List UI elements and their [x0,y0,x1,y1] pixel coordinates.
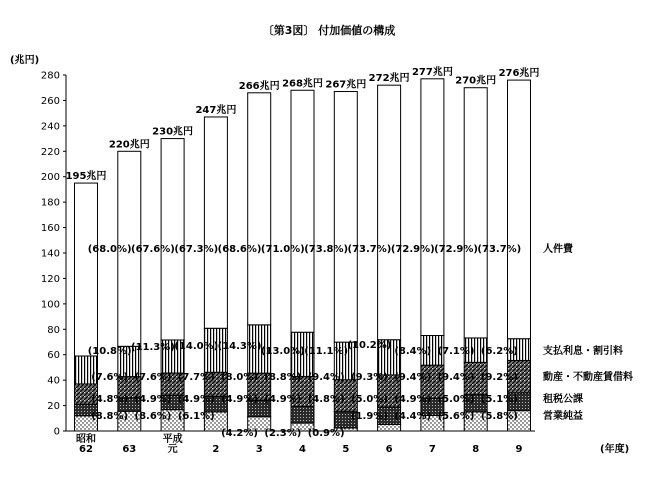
legend-label-3: 支払利息・割引料 [543,346,623,357]
bar-segment-4-6 [334,92,357,343]
legend [543,242,633,422]
total-label: 220兆円 [108,139,150,151]
percent-label: (72.9%) [390,244,435,255]
percent-label: (5.1%) [480,394,518,405]
legend-label-1: 租税公課 [543,394,583,405]
percent-label: (10.2%) [347,340,392,351]
percent-label: (9.4%) [307,372,345,383]
total-label: 276兆円 [498,68,540,80]
percent-label: (73.8%) [304,244,349,255]
percent-label: (10.8%) [87,346,132,357]
percent-label: (1.9%) [351,411,388,422]
x-tick-label: 9 [515,444,523,455]
y-tick-label: 260 [40,95,60,107]
percent-label: (68.0%) [87,244,132,255]
percent-label: (2.3%) [264,428,302,439]
percent-label: (9.3%) [351,372,388,383]
y-tick-label: 220 [40,146,60,158]
y-tick-label: 0 [53,426,60,438]
percent-label: (4.9%) [394,394,432,405]
x-tick-label: 昭和 [76,434,96,445]
bar-segment-0-7 [378,424,401,431]
bar-segment-4-8 [421,79,444,336]
bar-segment-4-2 [161,139,184,340]
bar-segment-4-4 [248,93,271,325]
bar-segment-4-3 [204,117,227,328]
y-tick-label: 160 [40,223,60,235]
percent-label: (9.2%) [480,372,518,383]
percent-label: (8.4%) [394,346,432,357]
total-label: 195兆円 [65,171,107,183]
percent-label: (14.0%) [174,341,219,352]
x-tick-label: 6 [385,444,393,455]
percent-label: (4.8%) [307,394,345,405]
percent-label: (8.6%) [134,411,172,422]
y-tick-label: 240 [40,121,60,133]
x-tick-label: 平成 [162,434,183,445]
x-tick-label: 3 [255,444,263,455]
percent-label: (4.9%) [264,394,302,405]
percent-label: (71.0%) [260,244,305,255]
percent-label: (4.9%) [221,394,258,405]
total-label: 230兆円 [152,126,194,138]
percent-label: (5.8%) [480,411,518,422]
x-tick-label: 4 [299,444,306,455]
bar-segment-4-7 [378,85,401,340]
bar-segment-4-5 [291,90,314,332]
percent-label: (4.4%) [394,411,432,422]
percent-label: (4.9%) [177,394,215,405]
percent-label: (7.6%) [134,372,172,383]
percent-label: (11.3%) [131,342,175,353]
percent-label: (8.8%) [264,372,302,383]
y-tick-label: 80 [47,324,60,336]
percent-label: (72.9%) [434,244,478,255]
legend-label-2: 動産・不動産賃借料 [543,372,633,383]
y-tick-label: 120 [40,273,60,285]
total-label: 268兆円 [282,78,323,90]
percent-label: (5.0%) [437,394,475,405]
x-tick-label: 2 [212,444,220,455]
bar-segment-4-9 [464,88,487,338]
percent-label: (5.0%) [351,394,388,405]
legend-label-0: 営業純益 [543,411,583,422]
y-tick-label: 180 [40,197,60,209]
percent-label: (7.7%) [177,372,215,383]
y-tick-label: 140 [40,248,60,260]
percent-label: (5.6%) [437,411,475,422]
percent-label: (4.9%) [134,394,172,405]
bar-segment-1-5 [291,406,314,423]
percent-label: (8.8%) [91,411,129,422]
chart-title: 〔第3図〕 付加価値の構成 [262,24,396,37]
y-tick-label: 280 [40,70,60,82]
bar-segment-4-0 [75,183,98,356]
percent-label: (4.8%) [91,394,129,405]
x-tick-label: 5 [342,444,350,455]
percent-label: (9.4%) [437,372,475,383]
total-label: 270兆円 [455,75,497,87]
x-tick-label: 63 [122,444,137,455]
percent-label: (67.3%) [174,244,219,255]
x-axis-unit: (年度) [600,444,630,455]
percent-label: (7.6%) [91,372,129,383]
y-tick-label: 100 [40,299,60,311]
percent-label: (14.3%) [217,341,262,352]
x-tick-label: 8 [472,444,480,455]
percent-label: (6.2%) [480,346,518,357]
total-label: 247兆円 [195,104,237,116]
percent-label: (8.0%) [221,372,258,383]
y-tick-label: 40 [47,375,60,387]
total-label: 267兆円 [325,79,367,91]
total-label: 272兆円 [368,73,410,85]
y-axis-unit: (兆円) [10,55,40,66]
percent-label: (13.0%) [260,346,305,357]
percent-label: (4.2%) [221,428,258,439]
percent-label: (73.7%) [347,244,392,255]
bar-segment-4-10 [508,80,531,339]
y-tick-label: 60 [47,350,60,362]
percent-label: (7.1%) [437,346,475,357]
percent-label: (68.6%) [217,244,262,255]
x-tick-label: 62 [79,444,93,455]
legend-label-4: 人件費 [543,244,573,255]
total-label: 277兆円 [411,66,453,78]
percent-label: (73.7%) [477,244,522,255]
percent-label: (67.6%) [131,244,175,255]
x-tick-label: 7 [428,444,436,455]
y-tick-label: 200 [40,172,60,184]
percent-label: (6.1%) [177,411,215,422]
percent-label: (9.4%) [394,372,432,383]
total-label: 266兆円 [238,80,280,92]
x-tick-label: 元 [167,444,178,455]
percent-label: (0.9%) [307,428,345,439]
percent-label: (11.1%) [304,346,349,357]
y-tick-label: 20 [47,401,60,413]
